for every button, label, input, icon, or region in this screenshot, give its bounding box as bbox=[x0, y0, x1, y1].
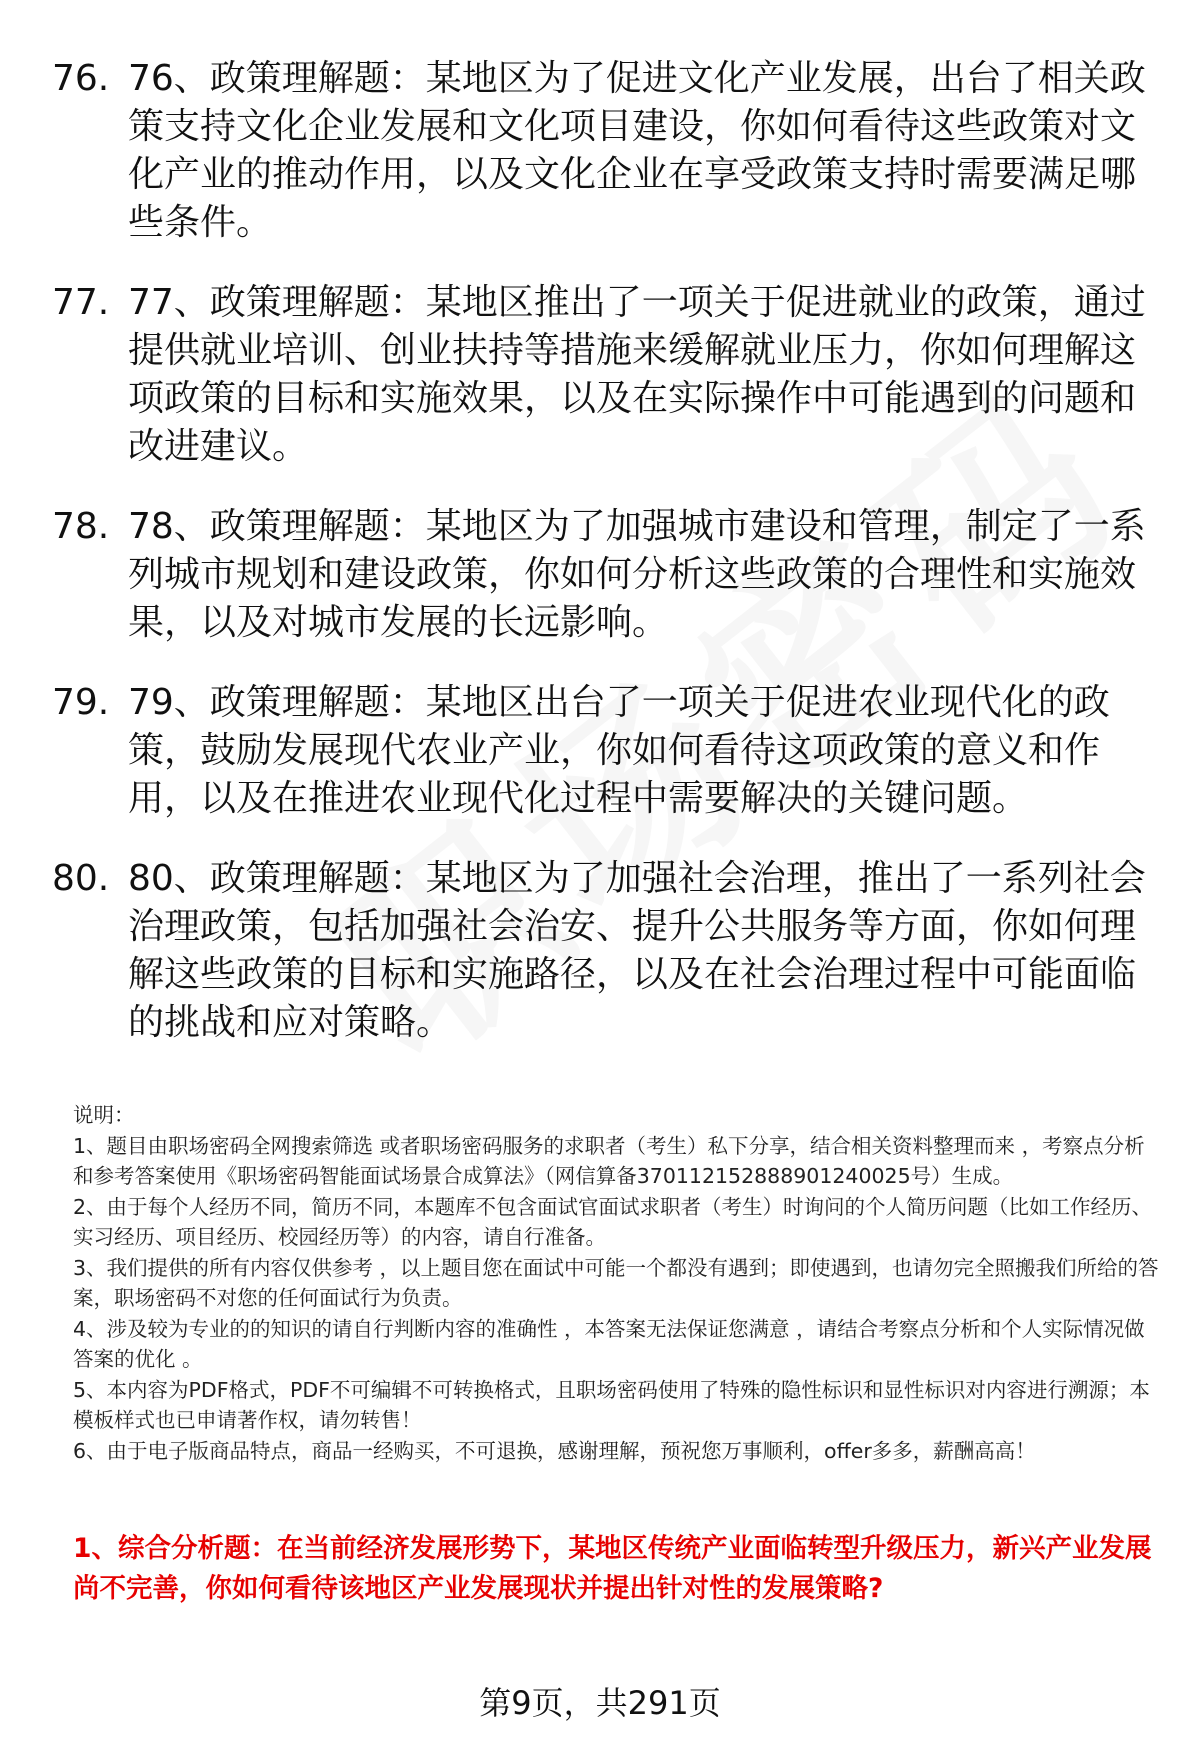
question-item bbox=[52, 855, 1152, 1047]
question-text: 77、政策理解题：某地区推出了一项关于促进就业的政策，通过提供就业培训、创业扶持等措施来缓解就业压力，你如何理解这项政策的目标和实施效果，以及在实际操作中可能遇到的问题和改进建议。 bbox=[128, 282, 1146, 467]
notes-heading: 说明： bbox=[73, 1103, 135, 1127]
question-text: 80、政策理解题：某地区为了加强社会治理，推出了一系列社会治理政策，包括加强社会治安、提升公共服务等方面，你如何理解这些政策的目标和实施路径，以及在社会治理过程中可能面临的挑战和应对策略。 bbox=[128, 858, 1146, 1043]
question-text: 76、政策理解题：某地区为了促进文化产业发展，出台了相关政策支持文化企业发展和文化项目建设，你如何看待这些政策对文化产业的推动作用，以及文化企业在享受政策支持时需要满足哪些条件。 bbox=[128, 58, 1146, 243]
note-item: 1、题目由职场密码全网搜索筛选 或者职场密码服务的求职者（考生）私下分享，结合相关资料整理而来 ，考察点分析和参考答案使用《职场密码智能面试场景合成算法》（网信算备370112152888901240025号）生成。 bbox=[73, 1133, 1145, 1188]
page-footer: 第9页，共291页 bbox=[479, 1684, 721, 1722]
question-item bbox=[52, 503, 1152, 647]
question-number: 76. bbox=[52, 58, 110, 99]
question-item bbox=[52, 679, 1152, 823]
question-item bbox=[52, 55, 1152, 247]
note-item: 4、涉及较为专业的的知识的请自行判断内容的准确性 ，本答案无法保证您满意 ，请结合考察点分析和个人实际情况做答案的优化 。 bbox=[73, 1316, 1145, 1371]
highlight-question: 1、综合分析题：在当前经济发展形势下，某地区传统产业面临转型升级压力，新兴产业发展尚不完善，你如何看待该地区产业发展现状并提出针对性的发展策略? bbox=[73, 1533, 1152, 1604]
notes-section bbox=[73, 1100, 1163, 1466]
note-item: 3、我们提供的所有内容仅供参考 ，以上题目您在面试中可能一个都没有遇到；即使遇到，也请勿完全照搬我们所给的答案，职场密码不对您的任何面试行为负责。 bbox=[73, 1255, 1159, 1310]
question-text: 79、政策理解题：某地区出台了一项关于促进农业现代化的政策，鼓励发展现代农业产业，你如何看待这项政策的意义和作用，以及在推进农业现代化过程中需要解决的关键问题。 bbox=[128, 682, 1110, 819]
note-item: 2、由于每个人经历不同，简历不同，本题库不包含面试官面试求职者（考生）时询问的个人简历问题（比如工作经历、实习经历、项目经历、校园经历等）的内容，请自行准备。 bbox=[73, 1194, 1153, 1249]
question-number: 79. bbox=[52, 682, 110, 723]
question-list bbox=[52, 55, 1152, 1079]
note-item: 5、本内容为PDF格式，PDF不可编辑不可转换格式，且职场密码使用了特殊的隐性标识和显性标识对内容进行溯源；本模板样式也已申请著作权，请勿转售！ bbox=[73, 1377, 1150, 1432]
question-item bbox=[52, 279, 1152, 471]
question-text: 78、政策理解题：某地区为了加强城市建设和管理，制定了一系列城市规划和建设政策，你如何分析这些政策的合理性和实施效果，以及对城市发展的长远影响。 bbox=[128, 506, 1146, 643]
question-number: 77. bbox=[52, 282, 110, 323]
question-number: 78. bbox=[52, 506, 110, 547]
question-number: 80. bbox=[52, 858, 110, 899]
note-item: 6、由于电子版商品特点，商品一经购买，不可退换，感谢理解，预祝您万事顺利，offer多多，薪酬高高！ bbox=[73, 1438, 1036, 1463]
